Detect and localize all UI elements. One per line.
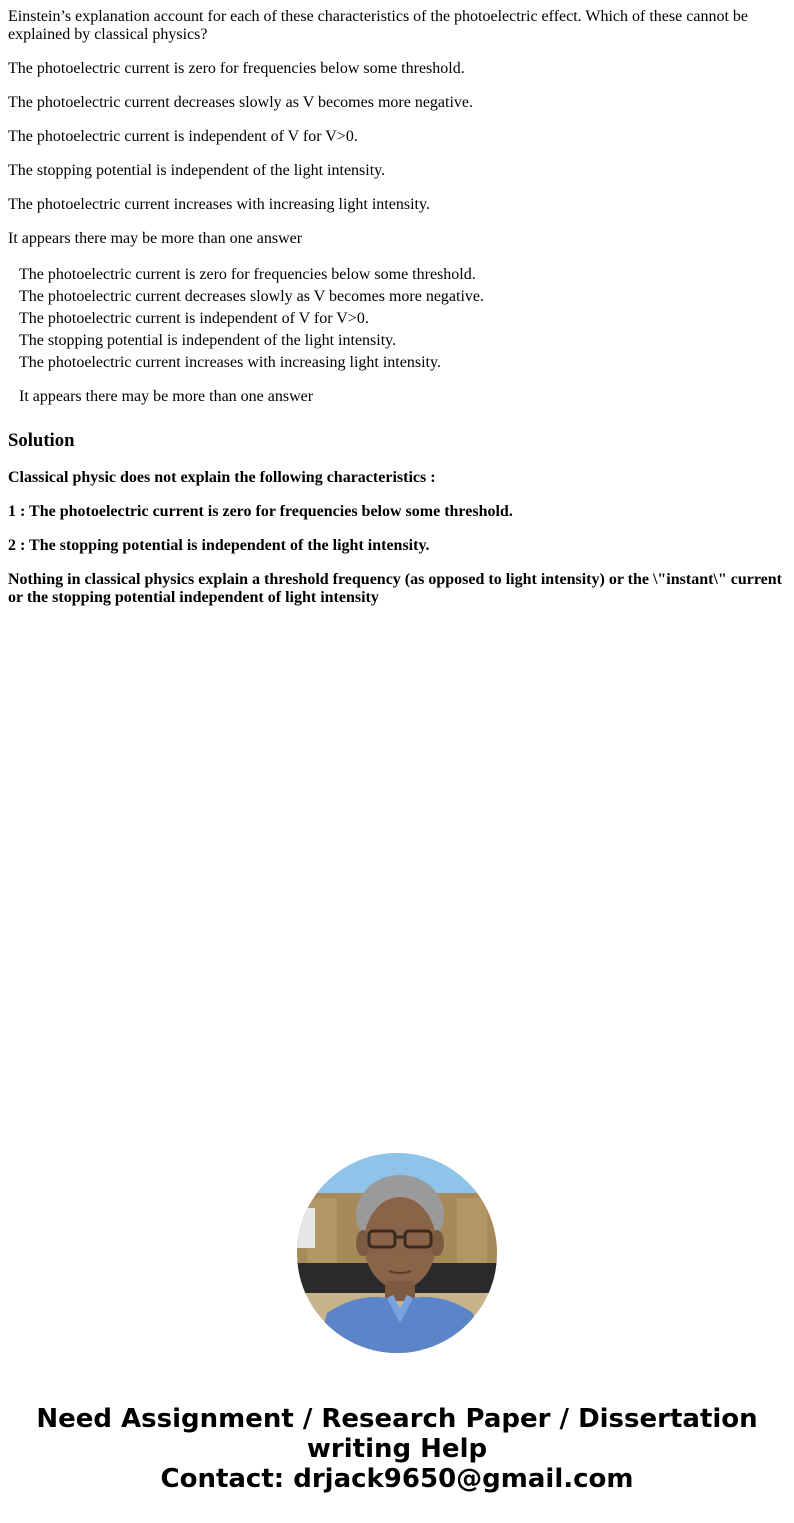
solution-point: 1 : The photoelectric current is zero for frequencies below some threshold.: [8, 503, 513, 520]
question-prompt: Einstein’s explanation account for each of these characteristics of the photoelectric effect. Which of these cannot be explained by classical physics?: [8, 8, 748, 43]
question-option: The photoelectric current increases with increasing light intensity.: [8, 196, 430, 213]
document-body: [8, 8, 786, 623]
tutor-portrait-icon: [297, 1153, 497, 1353]
question-option: The photoelectric current is independent of V for V>0.: [8, 128, 358, 145]
contact-email: Contact: drjack9650@gmail.com: [160, 1464, 634, 1494]
solution-point: 2 : The stopping potential is independent of the light intensity.: [8, 537, 430, 554]
question-option: The photoelectric current is zero for frequencies below some threshold.: [8, 60, 465, 77]
question-option: The stopping potential is independent of the light intensity.: [8, 162, 386, 179]
tutor-photo: [297, 1153, 497, 1353]
choice-item: The photoelectric current increases with increasing light intensity.: [19, 354, 441, 371]
question-option: The photoelectric current decreases slowly as V becomes more negative.: [8, 94, 474, 111]
choice-list: [19, 266, 786, 406]
choice-item: The stopping potential is independent of the light intensity.: [19, 332, 397, 349]
banner-line: writing Help: [306, 1434, 488, 1464]
choice-item: The photoelectric current is independent of V for V>0.: [19, 310, 369, 327]
choice-note: It appears there may be more than one answer: [19, 388, 314, 405]
choice-item: The photoelectric current is zero for frequencies below some threshold.: [19, 266, 476, 283]
solution-block: [8, 430, 786, 607]
solution-explanation: Nothing in classical physics explain a threshold frequency (as opposed to light intensity) or the \"instant\" current or the stopping potential independent of light intensity: [8, 571, 782, 606]
contact-banner: [0, 1404, 794, 1494]
choice-item: The photoelectric current decreases slowly as V becomes more negative.: [19, 288, 485, 305]
solution-heading: Solution: [8, 430, 75, 451]
question-note: It appears there may be more than one answer: [8, 230, 303, 247]
banner-line: Need Assignment / Research Paper / Dissertation: [36, 1404, 758, 1434]
question-block: [8, 8, 786, 248]
solution-intro: Classical physic does not explain the following characteristics :: [8, 469, 436, 486]
